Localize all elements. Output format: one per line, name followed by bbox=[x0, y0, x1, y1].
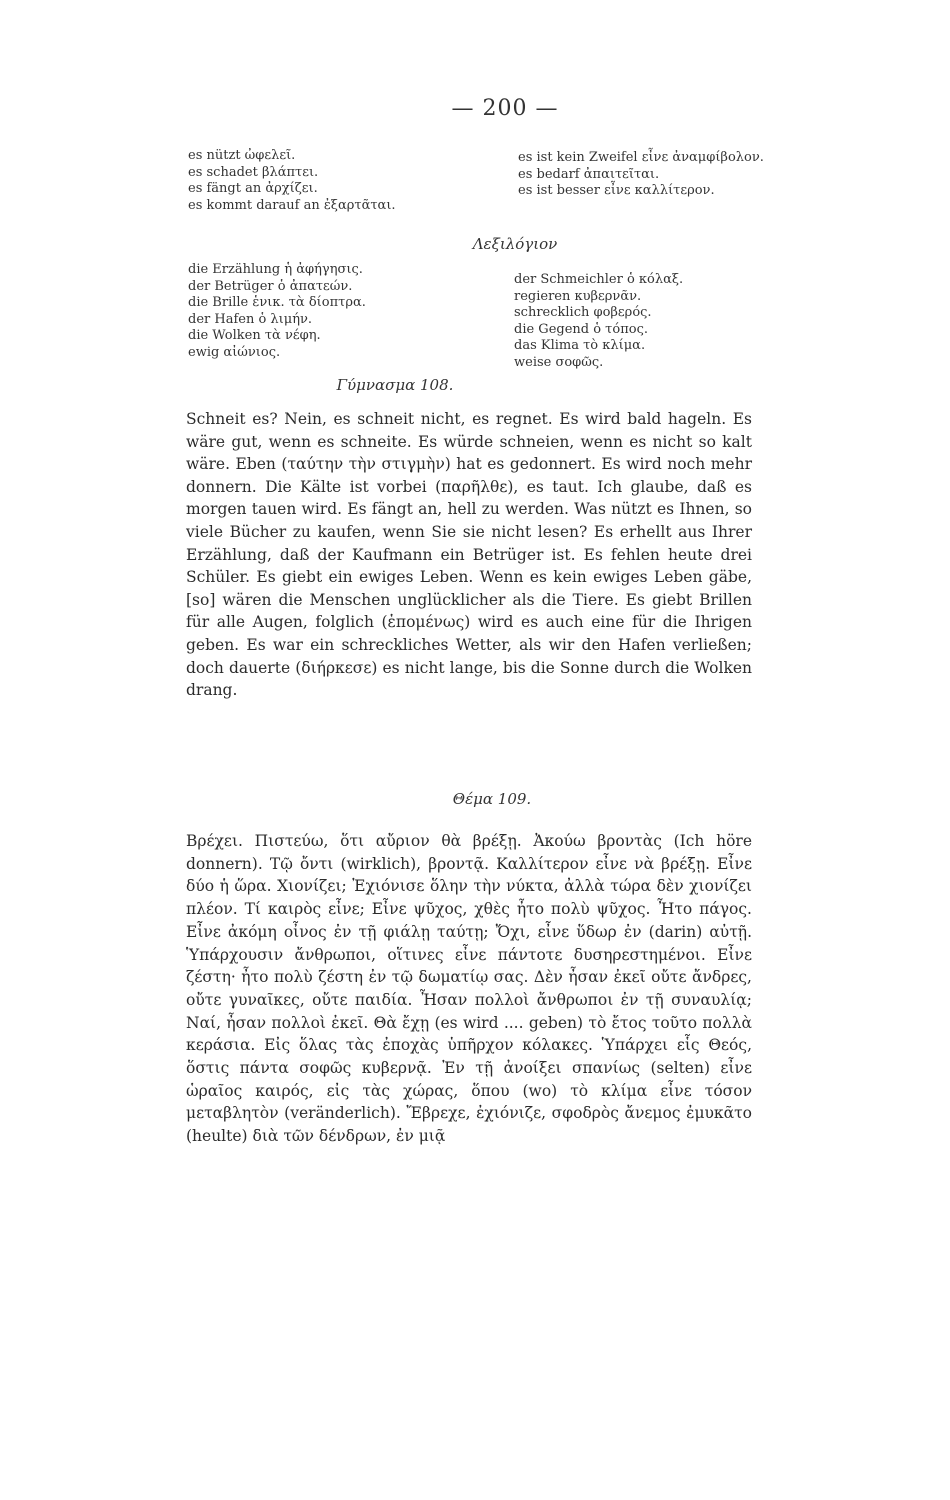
theme-text: Βρέχει. Πιστεύω, ὅτι αὔριον θὰ βρέξῃ. Ἀκούω βροντὰς (Ich höre donnern). Τῷ ὄντι (wirklich), βροντᾷ. Καλλίτερον εἶνε νὰ βρέξῃ. Εἶνε δύο ἡ ὥρα. Χιονίζει; Ἐχιόνισε ὅλην τὴν νύκτα, ἀλλὰ τώρα δὲν χιονίζει πλέον. Τί καιρὸς εἶνε; Εἶνε ψῦχος, χθὲς ἦτο πολὺ ψῦχος. Ἦτο πάγος. Εἶνε ἀκόμη οἶνος ἐν τῇ φιάλῃ ταύτῃ; Ὄχι, εἶνε ὕδωρ ἐν (darin) αὐτῇ. Ὑπάρχουσιν ἄνθρωποι, οἵτινες εἶνε πάντοτε δυσηρεστημένοι. Εἶνε ζέστη· ἦτο πολὺ ζέστη ἐν τῷ δωματίῳ σας. Δὲν ἦσαν ἐκεῖ οὔτε ἄνδρες, οὔτε γυναῖκες, οὔτε παιδία. Ἦσαν πολλοὶ ἄνθρωποι ἐν τῇ συναυλίᾳ; Ναί, ἦσαν πολλοὶ ἐκεῖ. Θὰ ἔχῃ (es wird .... geben) τὸ ἔτος τοῦτο πολλὰ κεράσια. Εἰς ὅλας τὰς ἐποχὰς ὑπῆρχον κόλακες. Ὑπάρχει εἷς Θεός, ὅστις πάντα σοφῶς κυβερνᾷ. Ἐν τῇ ἀνοίξει σπανίως (selten) εἶνε ὡραῖος καιρός, εἰς τὰς χώρας, ὅπου (wo) τὸ κλίμα εἶνε τόσον μεταβλητὸν (veränderlich). Ἔβρεχε, ἐχιόνιζε, σφοδρὸς ἄνεμος ἐμυκᾶτο (heulte) διὰ τῶν δένδρων, ἐν μιᾷ bbox=[186, 832, 752, 1146]
phrase-item: es kommt darauf an ἐξαρτᾶται. bbox=[188, 197, 396, 213]
vocabulary-heading: Λεξιλόγιον bbox=[472, 235, 558, 253]
vocabulary-item: ewig αἰώνιος. bbox=[188, 344, 281, 360]
vocabulary-item: das Klima τὸ κλίμα. bbox=[514, 338, 646, 353]
theme-heading: Θέμα 109. bbox=[452, 790, 532, 808]
phrase-item: es nützt ὠφελεῖ. bbox=[188, 148, 296, 163]
phrase-item: es ist besser εἶνε καλλίτερον. bbox=[518, 183, 715, 198]
vocabulary-item: die Gegend ὁ τόπος. bbox=[514, 321, 648, 337]
exercise-heading: Γύμνασμα 108. bbox=[336, 376, 454, 394]
vocabulary-item: der Betrüger ὁ ἀπατεών. bbox=[188, 278, 353, 294]
vocabulary-item: die Erzählung ἡ ἀφήγησις. bbox=[188, 262, 363, 277]
exercise-text: Schneit es? Nein, es schneit nicht, es regnet. Es wird bald hageln. Es wäre gut, wenn es schneite. Es würde schneien, wenn es nicht so kalt wäre. Eben (ταύτην τὴν στιγμὴν) hat es gedonnert. Es wird noch mehr donnern. Die Kälte ist vorbei (παρῆλθε), es taut. Ich glaube, daß es morgen tauen wird. Es fängt an, hell zu werden. Was nützt es Ihnen, so viele Bücher zu kaufen, wenn Sie sie nicht lesen? Es erhellt aus Ihrer Erzählung, daß der Kaufmann ein Betrüger ist. Es fehlen heute drei Schüler. Es giebt ein ewiges Leben. Wenn es kein ewiges Leben gäbe, [so] wären die Menschen unglücklicher als die Tiere. Es giebt Brillen für alle Augen, folglich (ἑπομένως) wird es auch eine für die Ihrigen geben. Es war ein schreckliches Wetter, als wir den Hafen verließen; doch dauerte (διήρκεσε) es nicht lange, bis die Sonne durch die Wolken drang. bbox=[186, 410, 752, 700]
vocabulary-left-column bbox=[188, 262, 366, 361]
phrase-item: es ist kein Zweifel εἶνε ἀναμφίβολον. bbox=[518, 150, 764, 165]
vocabulary-item: weise σοφῶς. bbox=[514, 354, 604, 370]
phrase-item: es fängt an ἀρχίζει. bbox=[188, 181, 318, 196]
vocabulary-item: die Wolken τὰ νέφη. bbox=[188, 328, 321, 343]
phrase-item: es schadet βλάπτει. bbox=[188, 164, 319, 180]
vocabulary-item: schrecklich φοβερός. bbox=[514, 305, 652, 320]
vocabulary-item: regieren κυβερνᾶν. bbox=[514, 288, 642, 304]
phrase-item: es bedarf ἀπαιτεῖται. bbox=[518, 166, 660, 182]
vocabulary-item: der Schmeichler ὁ κόλαξ. bbox=[514, 272, 684, 287]
impersonal-phrases-left bbox=[188, 148, 396, 214]
vocabulary-right-column bbox=[514, 272, 683, 371]
page-number: — 200 — bbox=[451, 96, 559, 121]
impersonal-phrases-right bbox=[518, 150, 764, 200]
vocabulary-item: der Hafen ὁ λιμήν. bbox=[188, 311, 313, 327]
vocabulary-item: die Brille ἑνικ. τὰ δίοπτρα. bbox=[188, 295, 366, 310]
